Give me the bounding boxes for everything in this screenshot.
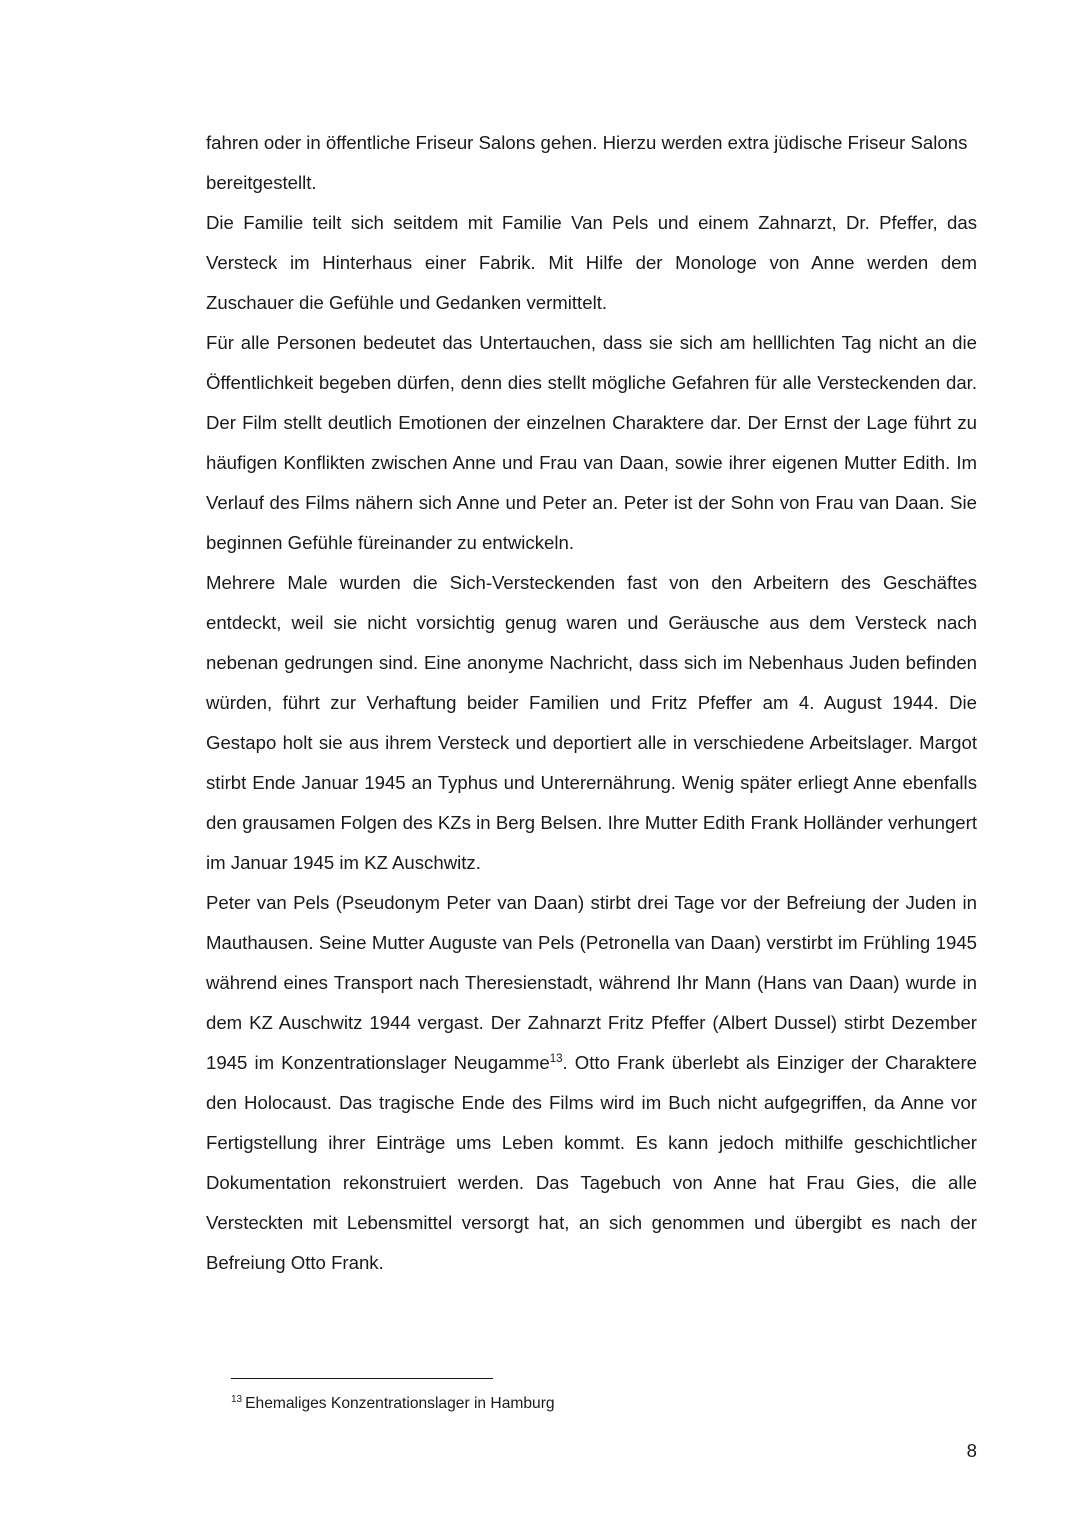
paragraph-5-text-before-ref: Peter van Pels (Pseudonym Peter van Daan) stirbt drei Tage vor der Befreiung der Juden in Mauthausen. Seine Mutter Auguste van Pels (Petronella van Daan) verstirbt im Frühling 1945 während eines Transport nach Theresienstadt, während Ihr Mann (Hans van Daan) wurde in dem KZ Auschwitz 1944 vergast. Der Zahnarzt Fritz Pfeffer (Albert Dussel) stirbt Dezember 1945 im Konzentrationslager Neugamme xyxy=(206,892,977,1073)
footnote-number: 13 xyxy=(231,1393,243,1405)
paragraph-4: Mehrere Male wurden die Sich-Versteckenden fast von den Arbeitern des Geschäftes entdeckt, weil sie nicht vorsichtig genug waren und Geräusche aus dem Versteck nach nebenan gedrungen sind. Eine anonyme Nachricht, dass sich im Nebenhaus Juden befinden würden, führt zur Verhaftung beider Familien und Fritz Pfeffer am 4. August 1944. Die Gestapo holt sie aus ihrem Versteck und deportiert alle in verschiedene Arbeitslager. Margot stirbt Ende Januar 1945 an Typhus und Unterernährung. Wenig später erliegt Anne ebenfalls den grausamen Folgen des KZs in Berg Belsen. Ihre Mutter Edith Frank Holländer verhungert im Januar 1945 im KZ Auschwitz. xyxy=(206,572,977,873)
footnote-reference[interactable]: 13 xyxy=(549,1052,563,1065)
paragraph-1: fahren oder in öffentliche Friseur Salons gehen. Hierzu werden extra jüdische Friseur Salons bereitgestellt. xyxy=(206,132,968,193)
page-number: 8 xyxy=(966,1440,977,1461)
paragraph-2: Die Familie teilt sich seitdem mit Familie Van Pels und einem Zahnarzt, Dr. Pfeffer, das Versteck im Hinterhaus einer Fabrik. Mit Hilfe der Monologe von Anne werden dem Zuschauer die Gefühle und Gedanken vermittelt. xyxy=(206,212,977,313)
paragraph-5 xyxy=(206,883,977,1283)
footnote-text: Ehemaliges Konzentrationslager in Hamburg xyxy=(245,1395,555,1412)
paragraph-5-text-after-ref: . Otto Frank überlebt als Einziger der Charaktere den Holocaust. Das tragische Ende des Films wird im Buch nicht aufgegriffen, da Anne vor Fertigstellung ihrer Einträge ums Leben kommt. Es kann jedoch mithilfe geschichtlicher Dokumentation rekonstruiert werden. Das Tagebuch von Anne hat Frau Gies, die alle Versteckten mit Lebensmittel versorgt hat, an sich genommen und übergibt es nach der Befreiung Otto Frank. xyxy=(206,1052,977,1273)
paragraph-3: Für alle Personen bedeutet das Untertauchen, dass sie sich am helllichten Tag nicht an die Öffentlichkeit begeben dürfen, denn dies stellt mögliche Gefahren für alle Versteckenden dar. Der Film stellt deutlich Emotionen der einzelnen Charaktere dar. Der Ernst der Lage führt zu häufigen Konflikten zwischen Anne und Frau van Daan, sowie ihrer eigenen Mutter Edith. Im Verlauf des Films nähern sich Anne und Peter an. Peter ist der Sohn von Frau van Daan. Sie beginnen Gefühle füreinander zu entwickeln. xyxy=(206,332,977,553)
footnote xyxy=(231,1393,931,1415)
main-text xyxy=(206,123,977,1283)
footnote-separator xyxy=(231,1378,493,1379)
